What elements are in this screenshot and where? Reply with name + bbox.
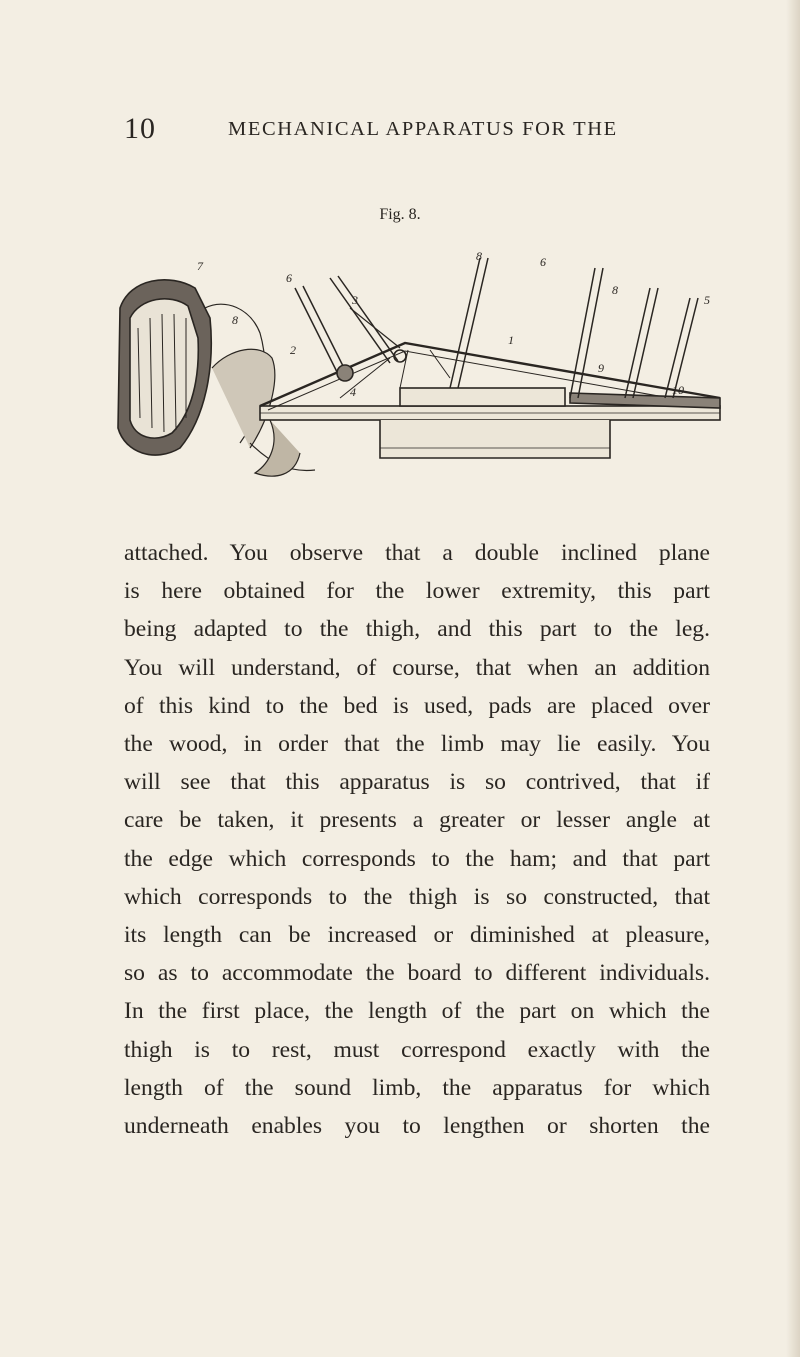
text-line: You will understand, of course, that when an addition bbox=[124, 654, 710, 681]
body-paragraph bbox=[124, 534, 710, 1145]
page-number: 10 bbox=[124, 112, 156, 145]
text-line: In the first place, the length of the part on which the bbox=[124, 998, 710, 1025]
text-line: of this kind to the bed is used, pads are placed over bbox=[124, 692, 710, 719]
figure-label: 8 bbox=[232, 313, 238, 327]
text-line: so as to accommodate the board to different individuals. bbox=[124, 960, 710, 987]
text-line: length of the sound limb, the apparatus for which bbox=[124, 1074, 710, 1101]
base-board-drawing bbox=[255, 406, 720, 476]
figure-label: 1 bbox=[508, 333, 514, 347]
text-line: underneath enables you to lengthen or shorten the bbox=[124, 1113, 710, 1140]
figure-label: 10 bbox=[672, 383, 684, 397]
figure-label: 9 bbox=[598, 361, 604, 375]
uprights-drawing bbox=[295, 258, 698, 398]
text-line: which corresponds to the thigh is so constructed, that bbox=[124, 883, 710, 910]
text-line: is here obtained for the lower extremity, this part bbox=[124, 578, 710, 605]
text-line: its length can be increased or diminished at pleasure, bbox=[124, 922, 710, 949]
running-title: MECHANICAL APPARATUS FOR THE bbox=[228, 118, 618, 140]
text-line: attached. You observe that a double inclined plane bbox=[124, 540, 710, 566]
figure-label: 3 bbox=[352, 293, 358, 307]
page-edge-shadow bbox=[786, 0, 800, 1357]
figure-8-illustration bbox=[100, 248, 730, 498]
figure-label: 8 bbox=[612, 283, 618, 297]
text-line: being adapted to the thigh, and this part to the leg. bbox=[124, 616, 710, 643]
figure-label: 2 bbox=[290, 343, 296, 357]
figure-label: 6 bbox=[540, 255, 546, 269]
page-header bbox=[0, 112, 800, 152]
figure-label: 7 bbox=[197, 259, 203, 273]
figure-label: 8 bbox=[476, 249, 482, 263]
figure-label: 5 bbox=[704, 293, 710, 307]
figure-label: 6 bbox=[286, 271, 292, 285]
figure-caption: Fig. 8. bbox=[379, 206, 421, 223]
text-line: care be taken, it presents a greater or lesser angle at bbox=[124, 807, 710, 834]
inclined-plane-drawing bbox=[260, 343, 720, 410]
text-line: the wood, in order that the limb may lie easily. You bbox=[124, 731, 710, 758]
figure-label: 4 bbox=[350, 385, 356, 399]
text-line: the edge which corresponds to the ham; and that part bbox=[124, 845, 710, 872]
text-line: thigh is to rest, must correspond exactly with the bbox=[124, 1036, 710, 1063]
text-line: will see that this apparatus is so contrived, that if bbox=[124, 769, 710, 796]
